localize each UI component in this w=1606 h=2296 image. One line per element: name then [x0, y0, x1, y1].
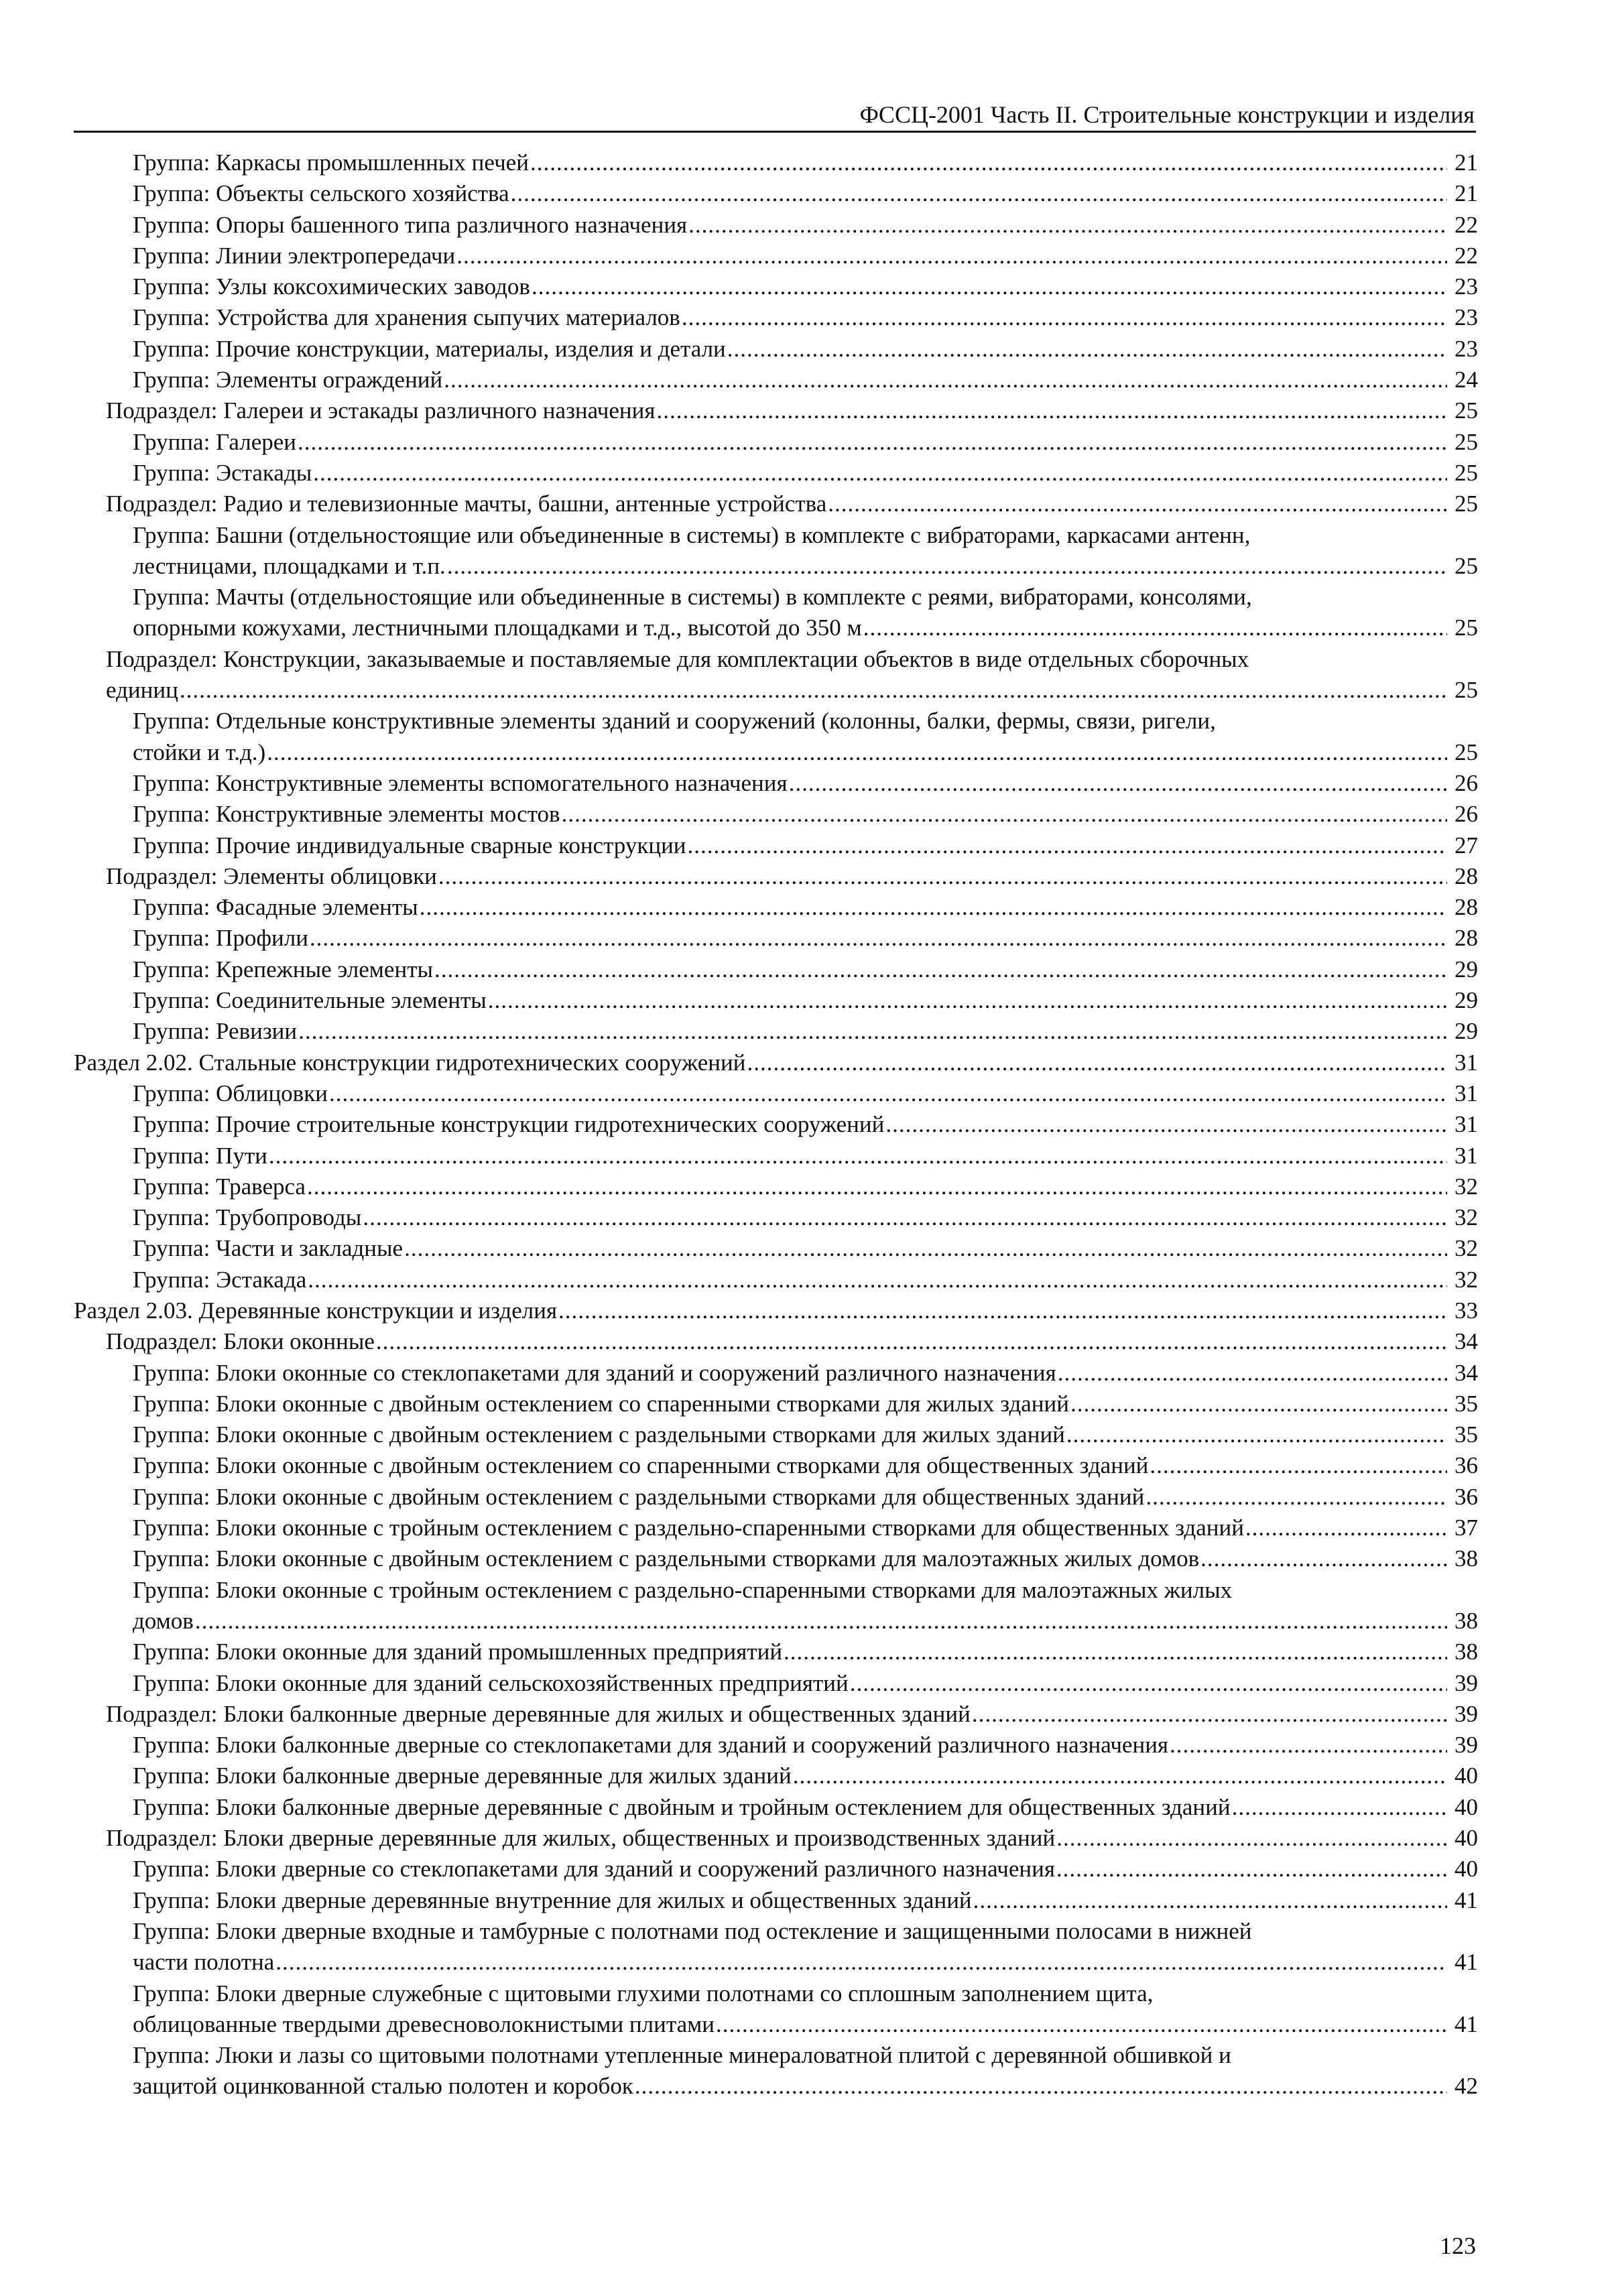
toc-entry [74, 271, 1478, 302]
toc-entry [74, 1358, 1478, 1389]
toc-entry [74, 1109, 1478, 1140]
table-of-contents [74, 147, 1478, 2102]
toc-entry-line [133, 2071, 1478, 2102]
dot-leader [267, 737, 1447, 768]
toc-entry-page: 40 [1455, 1825, 1478, 1852]
dot-leader [1056, 1823, 1447, 1854]
toc-entry-title: Группа: Блоки оконные со стеклопакетами для зданий и сооружений различного назначения [133, 1359, 1056, 1386]
toc-entry-line [133, 334, 1478, 365]
toc-entry-line [133, 923, 1478, 954]
toc-entry-line [133, 830, 1478, 861]
toc-entry [74, 1078, 1478, 1109]
toc-entry-line [133, 1202, 1478, 1233]
dot-leader [789, 768, 1447, 799]
toc-entry-first-line: Группа: Блоки дверные входные и тамбурные с полотнами под остекление и защищенными полосами в нижней [133, 1917, 1252, 1944]
toc-entry [74, 302, 1478, 333]
toc-entry-title: Группа: Блоки балконные дверные со стеклопакетами для зданий и сооружений различного назначения [133, 1732, 1169, 1759]
dot-leader [530, 147, 1447, 178]
toc-entry-title: Группа: Устройства для хранения сыпучих материалов [133, 304, 680, 331]
dot-leader [1056, 1854, 1447, 1885]
toc-entry [74, 1171, 1478, 1202]
toc-entry-title: единиц [106, 677, 178, 704]
dot-leader [438, 861, 1447, 892]
toc-entry-line [133, 551, 1478, 582]
toc-entry-line [133, 1885, 1478, 1916]
toc-entry [74, 210, 1478, 241]
toc-entry-page: 32 [1455, 1266, 1478, 1293]
toc-entry-line [133, 1606, 1478, 1637]
toc-entry-title: Группа: Блоки оконные с тройным остеклением с раздельно-спаренными створками для общественных зданий [133, 1515, 1244, 1541]
toc-entry-page: 33 [1455, 1297, 1478, 1324]
toc-entry-page: 31 [1455, 1080, 1478, 1106]
toc-entry [74, 861, 1478, 892]
toc-entry [74, 1761, 1478, 1791]
dot-leader [363, 1202, 1447, 1233]
toc-entry [74, 892, 1478, 923]
toc-entry-page: 40 [1455, 1856, 1478, 1883]
toc-entry-page: 28 [1455, 894, 1478, 921]
dot-leader [727, 334, 1447, 365]
toc-entry-line [133, 1543, 1478, 1574]
toc-entry-line [133, 613, 1478, 643]
toc-entry-page: 27 [1455, 832, 1478, 858]
dot-leader [1232, 1792, 1447, 1823]
toc-entry-page: 25 [1455, 552, 1478, 579]
toc-entry-title: Подраздел: Радио и телевизионные мачты, башни, антенные устройства [106, 491, 827, 517]
toc-entry-title: Группа: Ревизии [133, 1018, 298, 1045]
toc-entry-page: 31 [1455, 1111, 1478, 1138]
toc-entry-page: 26 [1455, 801, 1478, 828]
toc-entry-page: 28 [1455, 863, 1478, 889]
toc-entry [74, 178, 1478, 209]
toc-entry-title: Группа: Прочие индивидуальные сварные конструкции [133, 832, 686, 858]
dot-leader [635, 2071, 1447, 2102]
toc-entry-title: опорными кожухами, лестничными площадками и т.д., высотой до 350 м [133, 615, 862, 641]
toc-entry [74, 1699, 1478, 1730]
toc-entry-title: Группа: Опоры башенного типа различного назначения [133, 211, 688, 238]
dot-leader [828, 489, 1447, 519]
header-title: ФССЦ-2001 Часть II. Строительные конструкции и изделия [859, 101, 1475, 128]
toc-entry [74, 768, 1478, 799]
toc-entry-line [133, 1761, 1478, 1791]
toc-entry-title: Подраздел: Галереи и эстакады различного назначения [106, 397, 656, 424]
toc-entry [74, 830, 1478, 861]
toc-entry-title: Группа: Фасадные элементы [133, 894, 418, 921]
toc-entry-title: Группа: Блоки балконные дверные деревянные для жилых зданий [133, 1763, 792, 1789]
toc-entry-title: Группа: Крепежные элементы [133, 956, 434, 982]
toc-entry [74, 1916, 1478, 1978]
toc-entry-line [133, 737, 1478, 768]
toc-entry-line [133, 365, 1478, 395]
toc-entry-line [133, 1792, 1478, 1823]
toc-entry-line [133, 892, 1478, 923]
toc-entry-line [106, 861, 1478, 892]
toc-entry [74, 1016, 1478, 1047]
toc-entry-title: Группа: Блоки оконные с двойным остеклением со спаренными створками для общественных зданий [133, 1452, 1149, 1479]
toc-entry-line [133, 1854, 1478, 1885]
toc-entry-title: Группа: Соединительные элементы [133, 987, 487, 1014]
toc-entry-title: стойки и т.д.) [133, 739, 266, 765]
toc-entry-line [133, 1078, 1478, 1109]
toc-entry [74, 1668, 1478, 1699]
toc-entry [74, 1295, 1478, 1326]
dot-leader [488, 985, 1447, 1016]
dot-leader [269, 1141, 1447, 1171]
toc-entry [74, 395, 1478, 426]
dot-leader [434, 954, 1447, 985]
dot-leader [310, 923, 1447, 954]
toc-entry-title: Группа: Части и закладные [133, 1235, 404, 1262]
toc-entry-title: Подраздел: Блоки балконные дверные деревянные для жилых и общественных зданий [106, 1700, 971, 1727]
dot-leader [747, 1047, 1447, 1078]
dot-leader [1146, 1482, 1447, 1513]
toc-entry-line [133, 2009, 1478, 2040]
toc-entry-title: Группа: Блоки оконные для зданий промышленных предприятий [133, 1639, 783, 1665]
toc-entry [74, 1265, 1478, 1295]
toc-entry [74, 1885, 1478, 1916]
toc-entry-line [133, 147, 1478, 178]
toc-entry-line [133, 1513, 1478, 1543]
toc-entry [74, 1513, 1478, 1543]
toc-entry-page: 37 [1455, 1515, 1478, 1541]
toc-entry [74, 1575, 1478, 1637]
toc-entry-title: Группа: Трубопроводы [133, 1204, 362, 1231]
toc-entry-title: Подраздел: Блоки оконные [106, 1328, 375, 1355]
dot-leader [793, 1761, 1447, 1791]
toc-entry-page: 21 [1455, 149, 1478, 176]
dot-leader [404, 1233, 1447, 1264]
dot-leader [973, 1885, 1447, 1916]
toc-entry [74, 1233, 1478, 1264]
toc-entry [74, 1854, 1478, 1885]
toc-entry [74, 1543, 1478, 1574]
toc-entry-title: Группа: Эстакада [133, 1266, 307, 1293]
toc-entry-title: Подраздел: Элементы облицовки [106, 863, 437, 889]
toc-entry-title: Группа: Каркасы промышленных печей [133, 149, 529, 176]
toc-entry-page: 36 [1455, 1452, 1478, 1479]
toc-entry-title: Группа: Элементы ограждений [133, 367, 443, 393]
dot-leader [972, 1699, 1447, 1730]
toc-entry [74, 923, 1478, 954]
toc-entry-page: 41 [1455, 1949, 1478, 1976]
toc-entry [74, 1978, 1478, 2041]
toc-entry-title: Группа: Блоки оконные с двойным остеклением со спаренными створками для жилых зданий [133, 1390, 1069, 1417]
toc-entry-line [106, 395, 1478, 426]
toc-entry [74, 458, 1478, 489]
toc-entry [74, 1141, 1478, 1171]
dot-leader [329, 1078, 1447, 1109]
toc-entry-page: 32 [1455, 1235, 1478, 1262]
toc-entry [74, 1326, 1478, 1357]
toc-entry [74, 1482, 1478, 1513]
toc-entry-title: Группа: Профили [133, 925, 308, 952]
toc-entry-page: 32 [1455, 1204, 1478, 1231]
toc-entry-title: Группа: Блоки оконные с двойным остеклением с раздельными створками для жилых зданий [133, 1421, 1065, 1448]
toc-entry [74, 954, 1478, 985]
toc-entry-line [133, 1482, 1478, 1513]
dot-leader [1245, 1513, 1447, 1543]
toc-entry-page: 40 [1455, 1793, 1478, 1820]
toc-entry-title: Группа: Пути [133, 1142, 267, 1169]
dot-leader [1058, 1358, 1447, 1389]
toc-entry [74, 582, 1478, 644]
toc-entry [74, 1389, 1478, 1419]
toc-entry-line [133, 1668, 1478, 1699]
toc-entry-page: 21 [1455, 180, 1478, 207]
dot-leader [885, 1109, 1447, 1140]
toc-entry-page: 34 [1455, 1359, 1478, 1386]
dot-leader [688, 210, 1447, 241]
toc-entry-title: Раздел 2.02. Стальные конструкции гидротехнических сооружений [74, 1049, 746, 1076]
toc-entry-page: 34 [1455, 1328, 1478, 1355]
toc-entry-title: Группа: Блоки оконные с двойным остеклением с раздельными створками для малоэтажных жилых домов [133, 1545, 1200, 1572]
toc-entry-line [133, 302, 1478, 333]
toc-entry [74, 1202, 1478, 1233]
toc-entry [74, 706, 1478, 768]
toc-entry-first-line: Группа: Мачты (отдельностоящие или объединенные в системы) в комплекте с реями, вибраторами, консолями, [133, 584, 1252, 611]
dot-leader [298, 1016, 1447, 1047]
toc-entry-line [133, 1389, 1478, 1419]
toc-entry-page: 25 [1455, 677, 1478, 704]
toc-entry-line [133, 241, 1478, 271]
toc-entry-line [133, 1233, 1478, 1264]
dot-leader [1150, 1450, 1447, 1481]
toc-entry-line [106, 489, 1478, 519]
toc-entry-line [133, 210, 1478, 241]
toc-entry-line [133, 954, 1478, 985]
toc-entry-page: 29 [1455, 987, 1478, 1014]
toc-entry-title: облицованные твердыми древесноволокнистыми плитами [133, 2011, 715, 2037]
toc-entry-line [133, 458, 1478, 489]
toc-entry-first-line: Группа: Блоки дверные служебные с щитовыми глухими полотнами со сплошным заполнением щита, [133, 1980, 1154, 2006]
dot-leader [275, 1947, 1447, 1978]
toc-entry-line [133, 1637, 1478, 1667]
dot-leader [716, 2009, 1447, 2040]
dot-leader [307, 1171, 1447, 1202]
toc-entry-line [106, 1326, 1478, 1357]
toc-entry-line [133, 427, 1478, 458]
dot-leader [656, 395, 1447, 426]
dot-leader [682, 302, 1447, 333]
toc-entry-title: Группа: Конструктивные элементы вспомогательного назначения [133, 769, 788, 796]
toc-entry [74, 1730, 1478, 1761]
toc-entry [74, 2040, 1478, 2102]
toc-entry-title: Группа: Конструктивные элементы мостов [133, 801, 560, 828]
toc-entry-page: 29 [1455, 956, 1478, 982]
toc-entry-page: 39 [1455, 1669, 1478, 1696]
dot-leader [688, 830, 1447, 861]
toc-entry-title: Группа: Объекты сельского хозяйства [133, 180, 509, 207]
dot-leader [511, 178, 1447, 209]
toc-entry-line [106, 675, 1478, 706]
toc-entry-line [133, 271, 1478, 302]
page-number: 123 [1440, 2232, 1476, 2259]
running-header [74, 101, 1476, 133]
toc-entry-title: Группа: Облицовки [133, 1080, 328, 1106]
toc-entry-page: 35 [1455, 1390, 1478, 1417]
toc-entry-page: 40 [1455, 1763, 1478, 1789]
toc-entry-page: 31 [1455, 1049, 1478, 1076]
toc-entry [74, 489, 1478, 519]
dot-leader [420, 892, 1447, 923]
toc-entry-page: 41 [1455, 1887, 1478, 1913]
toc-entry-title: части полотна [133, 1949, 275, 1976]
toc-entry [74, 365, 1478, 395]
toc-entry-line [133, 1358, 1478, 1389]
toc-entry-page: 23 [1455, 335, 1478, 362]
toc-entry [74, 799, 1478, 830]
toc-entry-page: 36 [1455, 1483, 1478, 1510]
dot-leader [308, 1265, 1447, 1295]
dot-leader [456, 241, 1447, 271]
toc-entry-line [106, 1823, 1478, 1854]
dot-leader [298, 427, 1447, 458]
toc-entry-first-line: Группа: Башни (отдельностоящие или объединенные в системы) в комплекте с вибраторами, каркасами антенн, [133, 521, 1251, 548]
toc-entry [74, 1047, 1478, 1078]
dot-leader [1200, 1543, 1447, 1574]
dot-leader [1070, 1389, 1447, 1419]
dot-leader [850, 1668, 1447, 1699]
toc-entry [74, 985, 1478, 1016]
dot-leader [180, 675, 1447, 706]
toc-entry-page: 23 [1455, 273, 1478, 300]
toc-entry-line [133, 768, 1478, 799]
toc-entry-line [133, 1141, 1478, 1171]
toc-entry-line [133, 1265, 1478, 1295]
toc-entry-first-line: Группа: Блоки оконные с тройным остеклением с раздельно-спаренными створками для малоэтажных жилых [133, 1576, 1233, 1603]
toc-entry [74, 1637, 1478, 1667]
dot-leader [195, 1606, 1447, 1637]
toc-entry-page: 25 [1455, 428, 1478, 455]
toc-entry-title: Группа: Траверса [133, 1173, 306, 1200]
toc-entry-line [133, 1109, 1478, 1140]
toc-entry [74, 1419, 1478, 1450]
toc-entry-title: Группа: Линии электропередачи [133, 242, 456, 269]
toc-entry-first-line: Группа: Люки и лазы со щитовыми полотнами утепленные минераловатной плитой с деревянной обшивкой и [133, 2042, 1231, 2069]
toc-entry-first-line: Подраздел: Конструкции, заказываемые и поставляемые для комплектации объектов в виде отдельных сборочных [106, 645, 1249, 672]
toc-entry-title: Подраздел: Блоки дверные деревянные для жилых, общественных и производственных зданий [106, 1825, 1056, 1852]
toc-entry-page: 28 [1455, 925, 1478, 952]
toc-entry-page: 32 [1455, 1173, 1478, 1200]
toc-entry-page: 22 [1455, 242, 1478, 269]
toc-entry-first-line: Группа: Отдельные конструктивные элементы зданий и сооружений (колонны, балки, фермы, связи, ригели, [133, 708, 1216, 735]
toc-entry-title: защитой оцинкованной сталью полотен и коробок [133, 2073, 633, 2100]
toc-entry-page: 25 [1455, 459, 1478, 486]
toc-entry [74, 1450, 1478, 1481]
toc-entry-title: Группа: Прочие строительные конструкции гидротехнических сооружений [133, 1111, 885, 1138]
toc-entry-page: 29 [1455, 1018, 1478, 1045]
toc-entry-line [133, 1450, 1478, 1481]
toc-entry-line [133, 178, 1478, 209]
toc-entry-title: Группа: Блоки дверные деревянные внутренние для жилых и общественных зданий [133, 1887, 972, 1913]
toc-entry-page: 38 [1455, 1639, 1478, 1665]
toc-entry-title: Группа: Узлы коксохимических заводов [133, 273, 530, 300]
dot-leader [376, 1326, 1447, 1357]
dot-leader [1170, 1730, 1447, 1761]
toc-entry [74, 427, 1478, 458]
toc-entry-page: 25 [1455, 615, 1478, 641]
toc-entry-line [133, 1016, 1478, 1047]
toc-entry-page: 31 [1455, 1142, 1478, 1169]
toc-entry-page: 22 [1455, 211, 1478, 238]
toc-entry-page: 25 [1455, 491, 1478, 517]
toc-entry-title: Группа: Блоки дверные со стеклопакетами для зданий и сооружений различного назначения [133, 1856, 1055, 1883]
dot-leader [313, 458, 1447, 489]
toc-entry-title: Группа: Блоки оконные с двойным остеклением с раздельными створками для общественных зданий [133, 1483, 1145, 1510]
toc-entry [74, 334, 1478, 365]
toc-entry-line [133, 1730, 1478, 1761]
toc-entry-page: 41 [1455, 2011, 1478, 2037]
toc-entry-title: лестницами, площадками и т.п. [133, 552, 446, 579]
toc-entry-page: 42 [1455, 2073, 1478, 2100]
dot-leader [784, 1637, 1447, 1667]
toc-entry-line [74, 1295, 1478, 1326]
toc-entry-page: 25 [1455, 397, 1478, 424]
toc-entry-line [106, 1699, 1478, 1730]
dot-leader [558, 1295, 1447, 1326]
toc-entry [74, 147, 1478, 178]
toc-entry [74, 1823, 1478, 1854]
dot-leader [562, 799, 1447, 830]
toc-entry-title: Группа: Прочие конструкции, материалы, изделия и детали [133, 335, 726, 362]
toc-entry-page: 23 [1455, 304, 1478, 331]
toc-entry [74, 241, 1478, 271]
toc-entry-page: 35 [1455, 1421, 1478, 1448]
toc-entry-title: Группа: Блоки оконные для зданий сельскохозяйственных предприятий [133, 1669, 849, 1696]
toc-entry-line [74, 1047, 1478, 1078]
dot-leader [532, 271, 1447, 302]
toc-entry-page: 24 [1455, 367, 1478, 393]
toc-entry-line [133, 1171, 1478, 1202]
toc-entry-line [133, 1947, 1478, 1978]
dot-leader [444, 365, 1447, 395]
toc-entry-page: 38 [1455, 1545, 1478, 1572]
toc-entry-page: 39 [1455, 1700, 1478, 1727]
toc-entry-title: домов [133, 1607, 194, 1634]
toc-entry-line [133, 799, 1478, 830]
toc-entry-line [133, 1419, 1478, 1450]
toc-entry-title: Группа: Блоки балконные дверные деревянные с двойным и тройным остеклением для общественных зданий [133, 1793, 1231, 1820]
toc-entry-page: 25 [1455, 739, 1478, 765]
toc-entry-page: 39 [1455, 1732, 1478, 1759]
toc-entry [74, 644, 1478, 706]
toc-entry-title: Группа: Эстакады [133, 459, 312, 486]
toc-entry-line [133, 985, 1478, 1016]
dot-leader [863, 613, 1447, 643]
toc-entry-title: Раздел 2.03. Деревянные конструкции и изделия [74, 1297, 558, 1324]
toc-entry-page: 26 [1455, 769, 1478, 796]
toc-entry-page: 38 [1455, 1607, 1478, 1634]
dot-leader [447, 551, 1447, 582]
toc-entry-title: Группа: Галереи [133, 428, 297, 455]
toc-entry [74, 1792, 1478, 1823]
dot-leader [1066, 1419, 1447, 1450]
toc-entry [74, 520, 1478, 582]
